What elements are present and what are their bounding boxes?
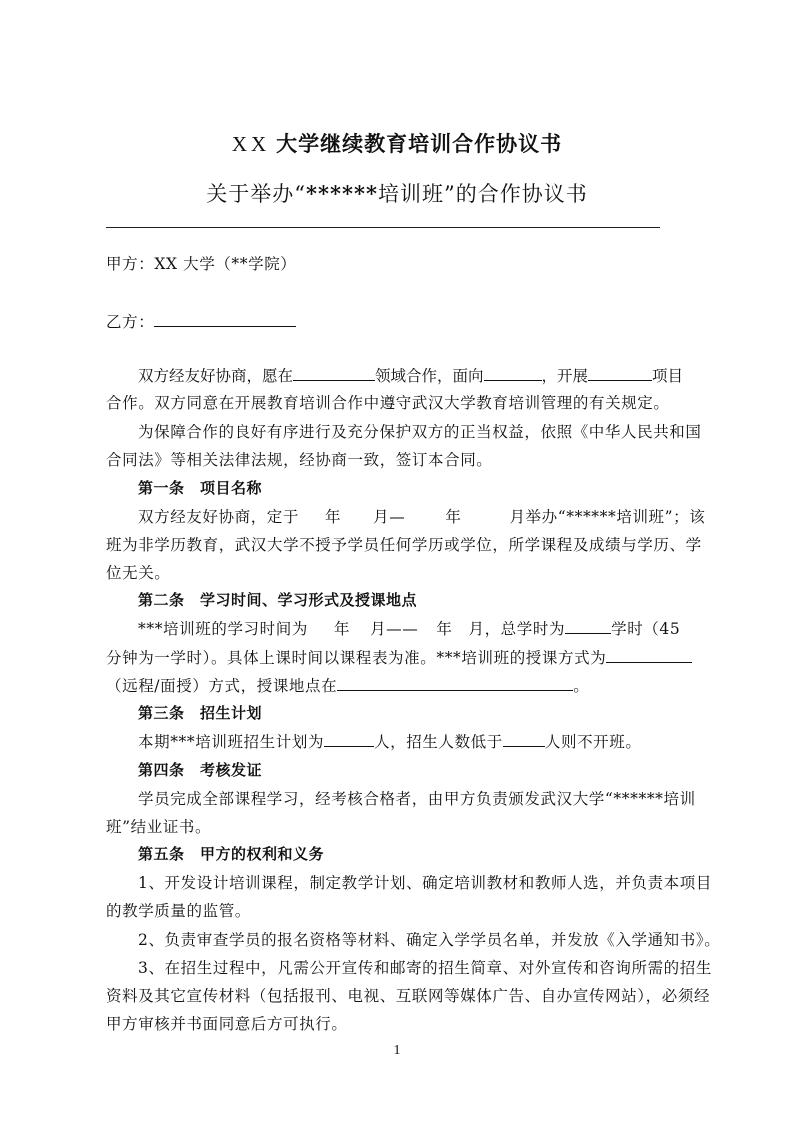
article-3-heading: 第三条 招生计划 xyxy=(138,704,263,722)
title-main: 大学继续教育培训合作协议书 xyxy=(276,132,563,156)
text: 分钟为一学时）。具体上课时间以课程表为准。***培训班的授课方式为 xyxy=(106,649,607,667)
text: ，开展 xyxy=(541,367,589,385)
minimum-enrollment-blank[interactable] xyxy=(503,732,545,747)
text: 人，招生人数低于 xyxy=(374,733,503,751)
party-a-value: XX 大学（**学院） xyxy=(154,255,297,273)
article-5-item-3: 资料及其它宣传材料（包括报刊、电视、互联网等媒体广告、自办宣传网站），必须经 xyxy=(106,987,711,1005)
article-4-text: 班”结业证书。 xyxy=(106,818,212,836)
text: 学时（45 xyxy=(611,620,681,638)
field-blank[interactable] xyxy=(293,366,375,381)
teaching-mode-blank[interactable] xyxy=(606,648,692,663)
text: 本期***培训班招生计划为 xyxy=(138,733,325,751)
document-subtitle xyxy=(0,178,794,208)
text: 月— xyxy=(373,508,406,526)
article-2-text xyxy=(138,617,680,639)
page-number: 1 xyxy=(393,1043,401,1058)
text: 年 xyxy=(436,620,453,638)
article-5-item-2: 2、负责审查学员的报名资格等材料、确定入学学员名单，并发放《入学通知书》。 xyxy=(138,931,721,949)
article-3-text xyxy=(138,730,641,752)
title-divider xyxy=(106,227,660,228)
text: （远程/面授）方式，授课地点在 xyxy=(106,677,338,695)
text: 。 xyxy=(573,677,590,695)
location-blank[interactable] xyxy=(337,676,573,691)
text: 月，总学时为 xyxy=(468,620,566,638)
text: 年 xyxy=(333,620,351,638)
project-blank[interactable] xyxy=(588,366,652,381)
article-5-item-3: 甲方审核并书面同意后方可执行。 xyxy=(106,1015,348,1033)
title-prefix: XX xyxy=(231,132,271,156)
target-blank[interactable] xyxy=(484,366,542,381)
article-5-item-1: 的教学质量的监管。 xyxy=(106,902,251,920)
text: 年 xyxy=(445,508,462,526)
text: 月举办“******培训班”；该 xyxy=(509,508,706,526)
party-b-blank[interactable] xyxy=(154,312,296,327)
text: 项目 xyxy=(652,367,684,385)
intro-text: 合同法》等相关法律法规，经协商一致，签订本合同。 xyxy=(106,451,493,469)
party-a xyxy=(106,252,296,274)
article-5-item-1: 1、开发设计培训课程，制定教学计划、确定培训教材和教师人选，并负责本项目 xyxy=(138,874,712,892)
article-2-text xyxy=(106,674,589,696)
subtitle-part: 关于举办“ xyxy=(206,182,307,206)
intro-text: 合作。双方同意在开展教育培训合作中遵守武汉大学教育培训管理的有关规定。 xyxy=(106,394,670,412)
party-b xyxy=(106,310,296,332)
text: 月—— xyxy=(370,620,419,638)
article-2-text xyxy=(106,646,692,668)
article-4-heading: 第四条 考核发证 xyxy=(138,761,263,779)
article-4-text: 学员完成全部课程学习，经考核合格者，由甲方负责颁发武汉大学“******培训 xyxy=(138,790,696,808)
document-title xyxy=(0,128,794,158)
enrollment-plan-blank[interactable] xyxy=(324,732,374,747)
text: 领域合作，面向 xyxy=(375,367,484,385)
text: 双方经友好协商，愿在 xyxy=(138,367,294,385)
subtitle-stars: ****** xyxy=(306,181,378,206)
intro-text xyxy=(106,364,683,386)
intro-line xyxy=(106,364,704,386)
article-1-heading: 第一条 项目名称 xyxy=(138,479,263,497)
article-1-text: 班为非学历教育，武汉大学不授予学员任何学历或学位，所学课程及成绩与学历、学 xyxy=(106,536,702,554)
article-1-text xyxy=(138,505,705,527)
intro-text: 为保障合作的良好有序进行及充分保护双方的正当权益，依照《中华人民共和国 xyxy=(138,423,702,441)
text: 人则不开班。 xyxy=(544,733,642,751)
article-2-heading: 第二条 学习时间、学习形式及授课地点 xyxy=(138,591,418,609)
article-5-item-3: 3、在招生过程中，凡需公开宣传和邮寄的招生简章、对外宣传和咨询所需的招生 xyxy=(138,959,712,977)
article-5-heading: 第五条 甲方的权利和义务 xyxy=(138,845,325,863)
text: 年 xyxy=(325,508,342,526)
article-1-text: 位无关。 xyxy=(106,564,171,582)
total-hours-blank[interactable] xyxy=(565,619,611,634)
party-b-label: 乙方： xyxy=(106,313,155,331)
subtitle-part: 培训班”的合作协议书 xyxy=(377,182,588,206)
text: ***培训班的学习时间为 xyxy=(138,620,308,638)
text: 双方经友好协商，定于 xyxy=(138,508,300,526)
party-a-label: 甲方： xyxy=(106,255,155,273)
